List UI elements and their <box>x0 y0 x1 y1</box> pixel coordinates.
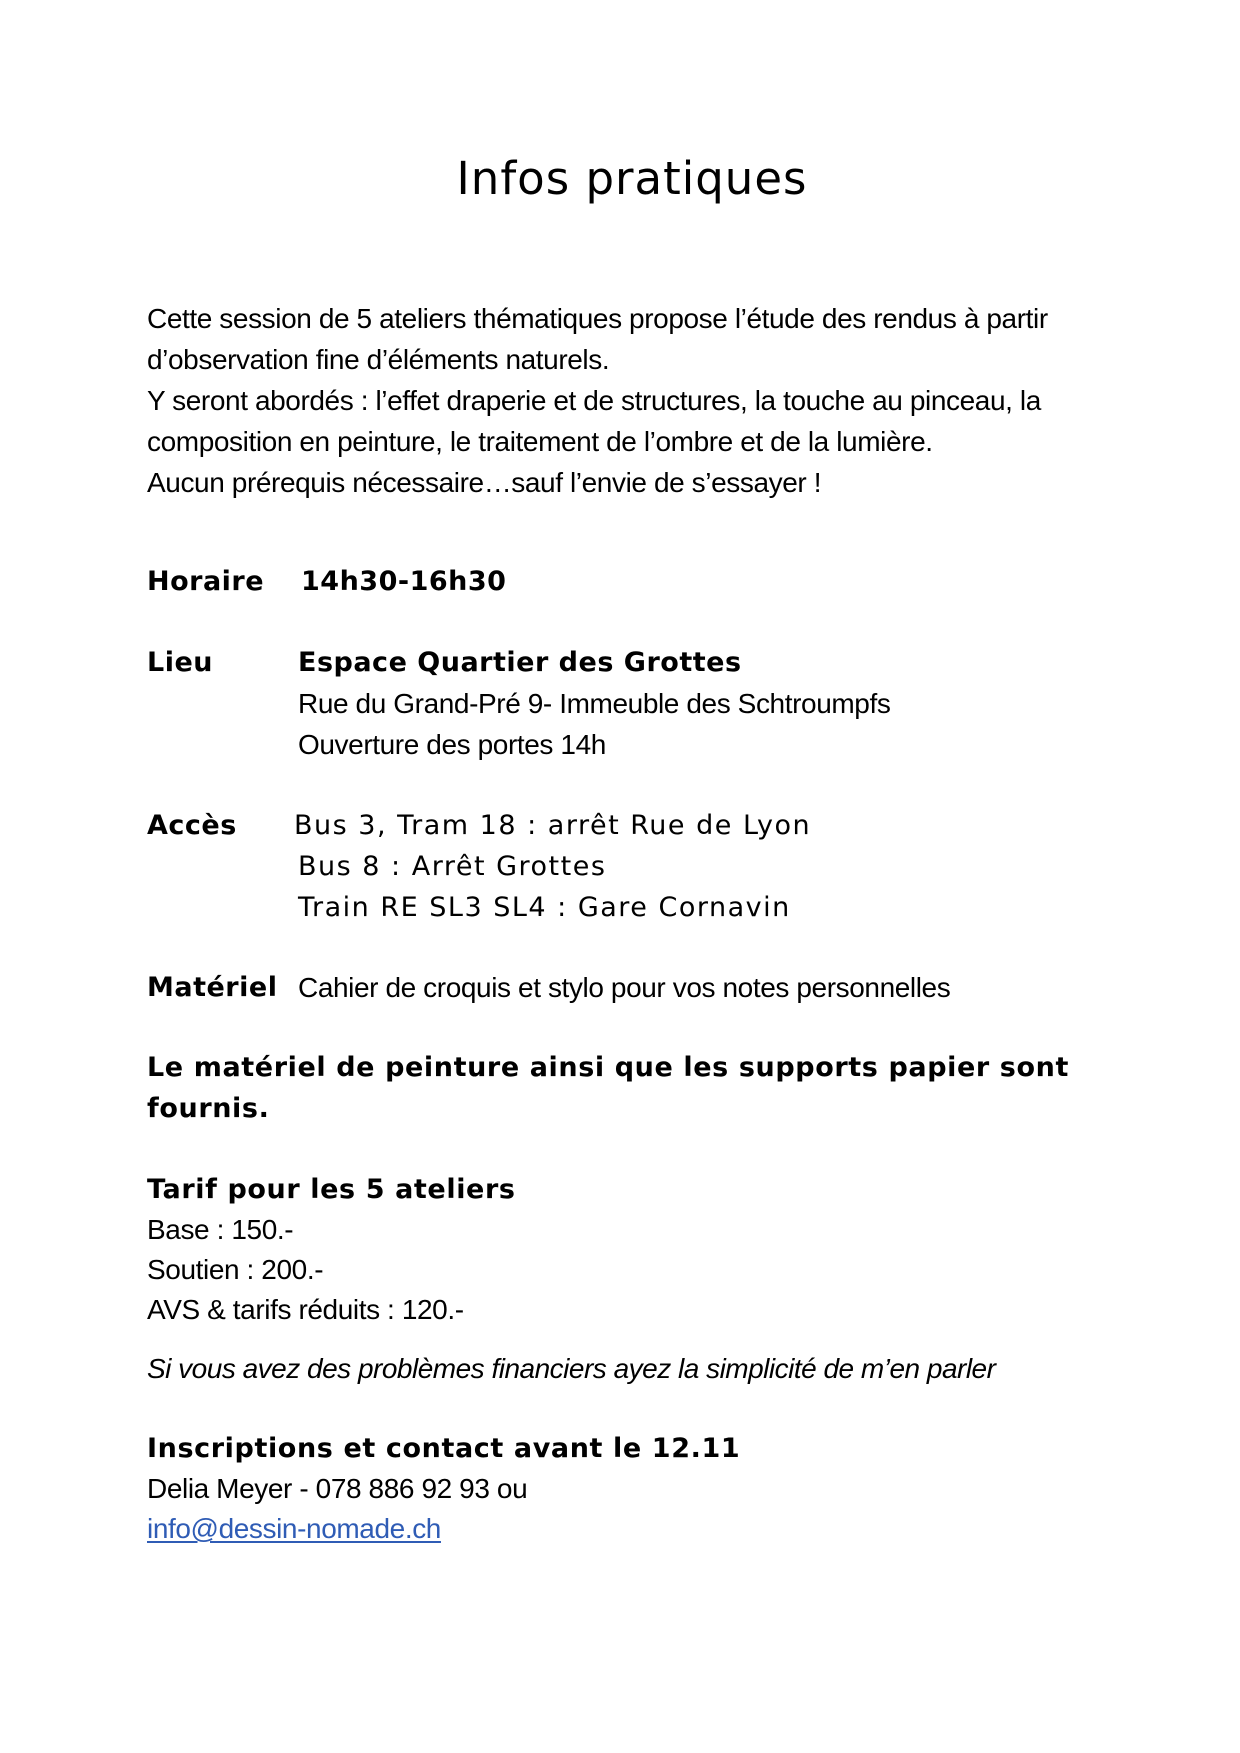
acces-line: Train RE SL3 SL4 : Gare Cornavin <box>298 892 791 923</box>
tarif-item: Base : 150.- <box>147 1214 294 1245</box>
intro-paragraph <box>147 298 1147 503</box>
fourni-notice <box>147 1047 1127 1129</box>
acces-line: Bus 3, Tram 18 : arrêt Rue de Lyon <box>294 810 812 841</box>
lieu-opening: Ouverture des portes 14h <box>298 729 606 760</box>
materiel-value: Cahier de croquis et stylo pour vos notes personnelles <box>298 972 951 1003</box>
page-title: Infos pratiques <box>456 152 808 205</box>
lieu-label: Lieu <box>147 647 213 678</box>
contact-heading: Inscriptions et contact avant le 12.11 <box>147 1433 741 1464</box>
tarif-item: Soutien : 200.- <box>147 1254 324 1285</box>
intro-line: composition en peinture, le traitement de l’ombre et de la lumière. <box>147 426 933 457</box>
contact-person: Delia Meyer - 078 886 92 93 ou <box>147 1473 528 1504</box>
intro-line: Y seront abordés : l’effet draperie et de structures, la touche au pinceau, la <box>147 385 1041 416</box>
lieu-name: Espace Quartier des Grottes <box>298 647 742 678</box>
acces-label: Accès <box>147 810 237 841</box>
materiel-label: Matériel <box>147 972 278 1003</box>
fourni-notice-line: fournis. <box>147 1093 270 1124</box>
lieu-address: Rue du Grand-Pré 9- Immeuble des Schtroumpfs <box>298 688 891 719</box>
tarif-list <box>147 1210 464 1330</box>
email-link[interactable]: info@dessin-nomade.ch <box>147 1513 441 1544</box>
horaire-value: 14h30-16h30 <box>301 566 507 597</box>
tarif-note: Si vous avez des problèmes financiers ayez la simplicité de m’en parler <box>147 1353 996 1384</box>
horaire-label: Horaire <box>147 566 265 597</box>
fourni-notice-line: Le matériel de peinture ainsi que les supports papier sont <box>147 1052 1069 1083</box>
acces-line: Bus 8 : Arrêt Grottes <box>298 851 607 882</box>
intro-line: d’observation fine d’éléments naturels. <box>147 344 610 375</box>
tarif-heading: Tarif pour les 5 ateliers <box>147 1174 516 1205</box>
contact-details <box>147 1469 527 1549</box>
intro-line: Aucun prérequis nécessaire…sauf l’envie de s’essayer ! <box>147 467 822 498</box>
intro-line: Cette session de 5 ateliers thématiques propose l’étude des rendus à partir <box>147 303 1048 334</box>
tarif-item: AVS & tarifs réduits : 120.- <box>147 1294 464 1325</box>
